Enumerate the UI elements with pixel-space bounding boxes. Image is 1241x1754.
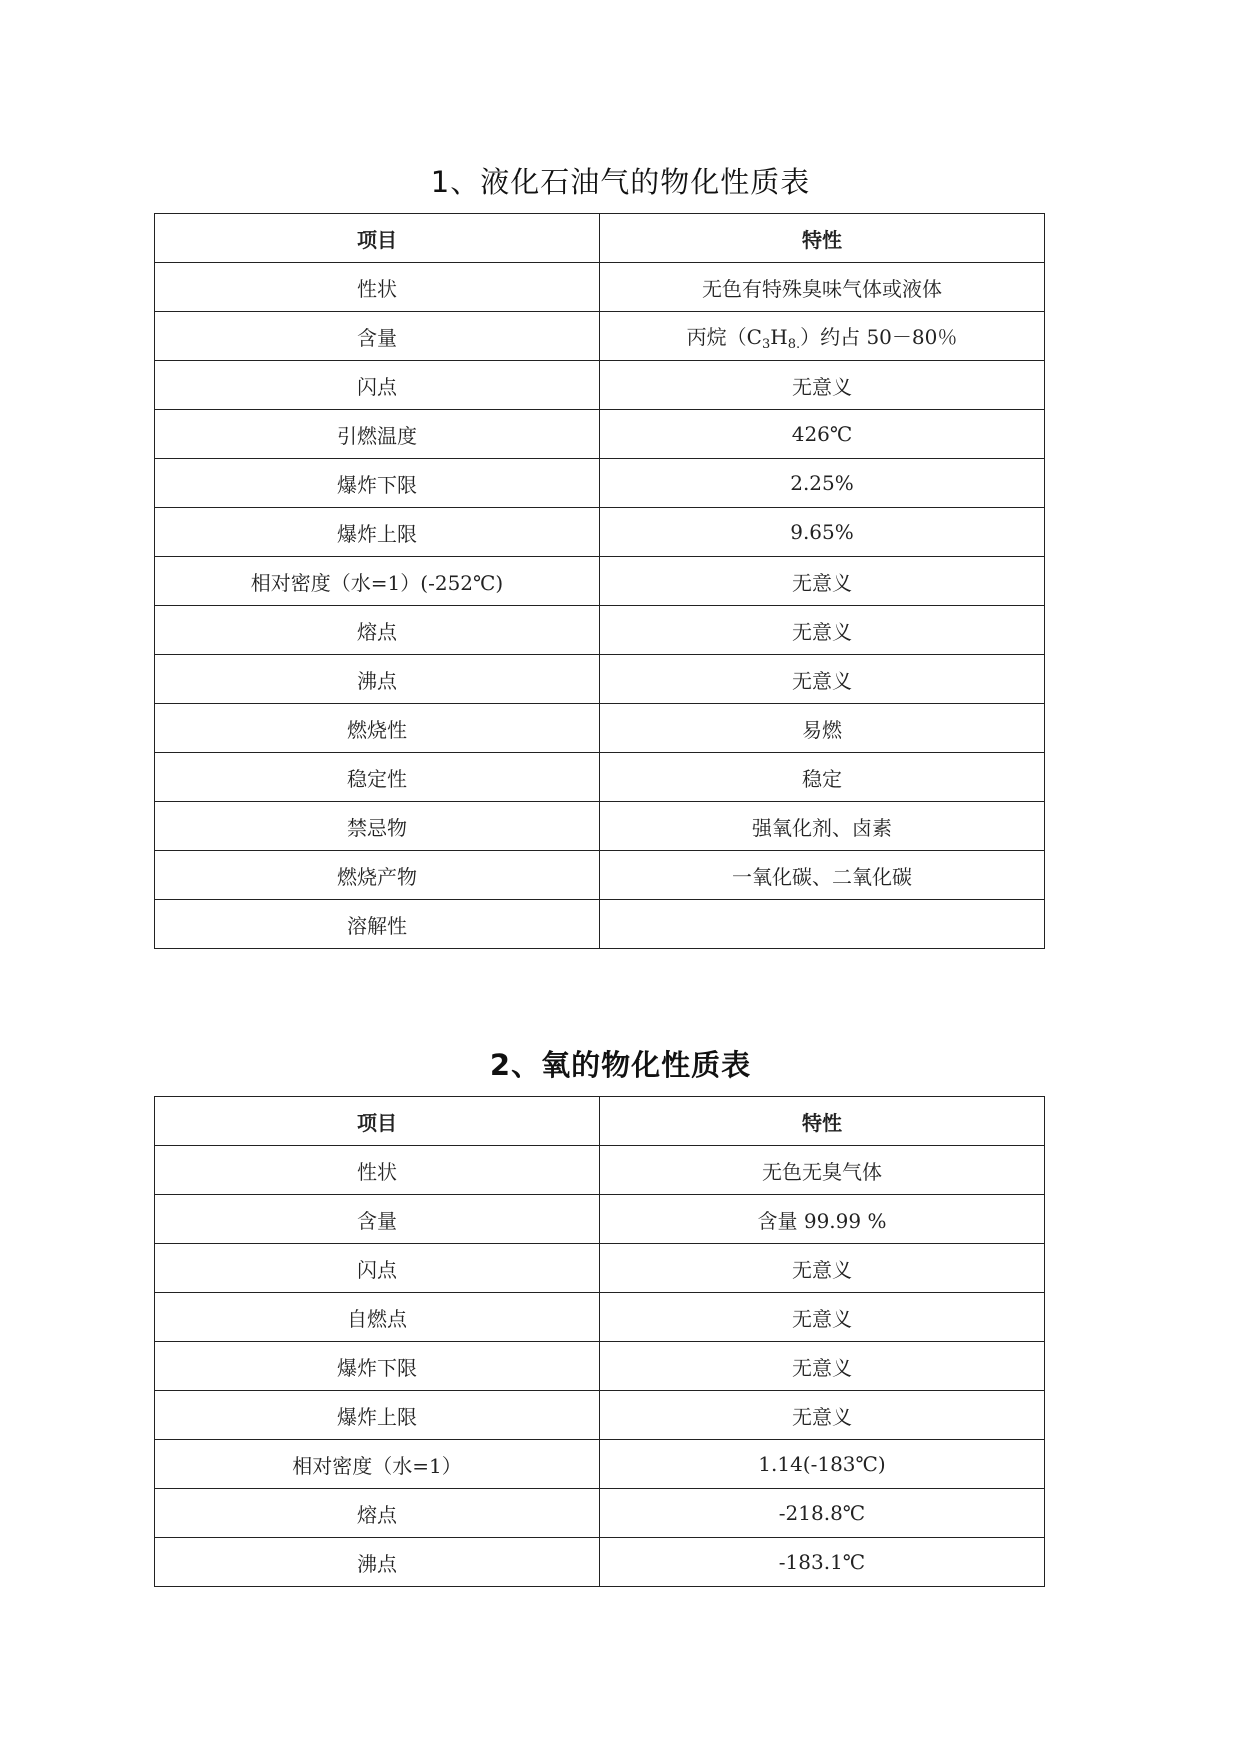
table-row bbox=[155, 851, 1045, 900]
table-row bbox=[155, 753, 1045, 802]
table-row bbox=[155, 606, 1045, 655]
table-row bbox=[155, 312, 1045, 361]
table-row bbox=[155, 704, 1045, 753]
row-label: 性状 bbox=[155, 1146, 600, 1195]
section1-title: 1、液化石油气的物化性质表 bbox=[430, 165, 811, 199]
row-label: 禁忌物 bbox=[155, 802, 600, 851]
header-property: 特性 bbox=[600, 1097, 1045, 1146]
formula-prefix: 丙烷（C bbox=[686, 324, 762, 349]
table-row bbox=[155, 900, 1045, 949]
row-value bbox=[600, 900, 1045, 949]
table-row bbox=[155, 1538, 1045, 1587]
row-value: 无意义 bbox=[600, 606, 1045, 655]
row-value: -183.1℃ bbox=[600, 1538, 1045, 1587]
row-value: 无意义 bbox=[600, 1293, 1045, 1342]
table-row bbox=[155, 508, 1045, 557]
table-row bbox=[155, 1293, 1045, 1342]
row-value: 含量 99.99 % bbox=[600, 1195, 1045, 1244]
row-value: 无意义 bbox=[600, 557, 1045, 606]
row-value: 无意义 bbox=[600, 655, 1045, 704]
row-label: 爆炸下限 bbox=[155, 1342, 600, 1391]
row-value: 无意义 bbox=[600, 361, 1045, 410]
row-label: 爆炸上限 bbox=[155, 1391, 600, 1440]
row-label: 含量 bbox=[155, 1195, 600, 1244]
row-label: 相对密度（水=1）(-252℃) bbox=[155, 557, 600, 606]
table-row bbox=[155, 1244, 1045, 1293]
row-label: 引燃温度 bbox=[155, 410, 600, 459]
row-label: 爆炸上限 bbox=[155, 508, 600, 557]
row-label: 闪点 bbox=[155, 1244, 600, 1293]
row-label: 稳定性 bbox=[155, 753, 600, 802]
table-row bbox=[155, 410, 1045, 459]
table-row bbox=[155, 1440, 1045, 1489]
table-row bbox=[155, 802, 1045, 851]
table-row bbox=[155, 1489, 1045, 1538]
table-row bbox=[155, 557, 1045, 606]
header-item: 项目 bbox=[155, 214, 600, 263]
row-label: 熔点 bbox=[155, 606, 600, 655]
header-property: 特性 bbox=[600, 214, 1045, 263]
table-row bbox=[155, 655, 1045, 704]
row-label: 燃烧性 bbox=[155, 704, 600, 753]
row-value: 9.65% bbox=[600, 508, 1045, 557]
row-label: 爆炸下限 bbox=[155, 459, 600, 508]
row-value: 426℃ bbox=[600, 410, 1045, 459]
table-row bbox=[155, 459, 1045, 508]
row-value: 无意义 bbox=[600, 1342, 1045, 1391]
row-value: 无色无臭气体 bbox=[600, 1146, 1045, 1195]
header-item: 项目 bbox=[155, 1097, 600, 1146]
row-label: 含量 bbox=[155, 312, 600, 361]
lpg-properties-table bbox=[154, 213, 1045, 949]
row-label: 沸点 bbox=[155, 1538, 600, 1587]
table-header-row bbox=[155, 214, 1045, 263]
row-label: 熔点 bbox=[155, 1489, 600, 1538]
row-label: 沸点 bbox=[155, 655, 600, 704]
row-label: 燃烧产物 bbox=[155, 851, 600, 900]
oxygen-properties-table bbox=[154, 1096, 1045, 1587]
row-label: 性状 bbox=[155, 263, 600, 312]
row-value: 无意义 bbox=[600, 1244, 1045, 1293]
table-row bbox=[155, 1342, 1045, 1391]
row-value: 一氧化碳、二氧化碳 bbox=[600, 851, 1045, 900]
row-label: 溶解性 bbox=[155, 900, 600, 949]
formula-sub-carbon: 3 bbox=[761, 336, 771, 352]
formula-suffix: ）约占 50－80％ bbox=[800, 324, 958, 349]
table-row bbox=[155, 1195, 1045, 1244]
row-value: 无意义 bbox=[600, 1391, 1045, 1440]
formula-mid: H bbox=[770, 324, 788, 349]
section2-title: 2、氧的物化性质表 bbox=[489, 1048, 752, 1082]
table-row bbox=[155, 1146, 1045, 1195]
table-row bbox=[155, 361, 1045, 410]
row-value: 1.14(-183℃) bbox=[600, 1440, 1045, 1489]
row-value: 2.25% bbox=[600, 459, 1045, 508]
row-value: 稳定 bbox=[600, 753, 1045, 802]
table-row bbox=[155, 263, 1045, 312]
row-value: 无色有特殊臭味气体或液体 bbox=[600, 263, 1045, 312]
row-value: -218.8℃ bbox=[600, 1489, 1045, 1538]
row-value: 强氧化剂、卤素 bbox=[600, 802, 1045, 851]
row-value: 易燃 bbox=[600, 704, 1045, 753]
row-label: 相对密度（水=1） bbox=[155, 1440, 600, 1489]
row-label: 闪点 bbox=[155, 361, 600, 410]
formula-sub-hydrogen: 8. bbox=[787, 336, 801, 352]
table-row bbox=[155, 1391, 1045, 1440]
row-label: 自燃点 bbox=[155, 1293, 600, 1342]
table-header-row bbox=[155, 1097, 1045, 1146]
row-value bbox=[600, 312, 1045, 361]
